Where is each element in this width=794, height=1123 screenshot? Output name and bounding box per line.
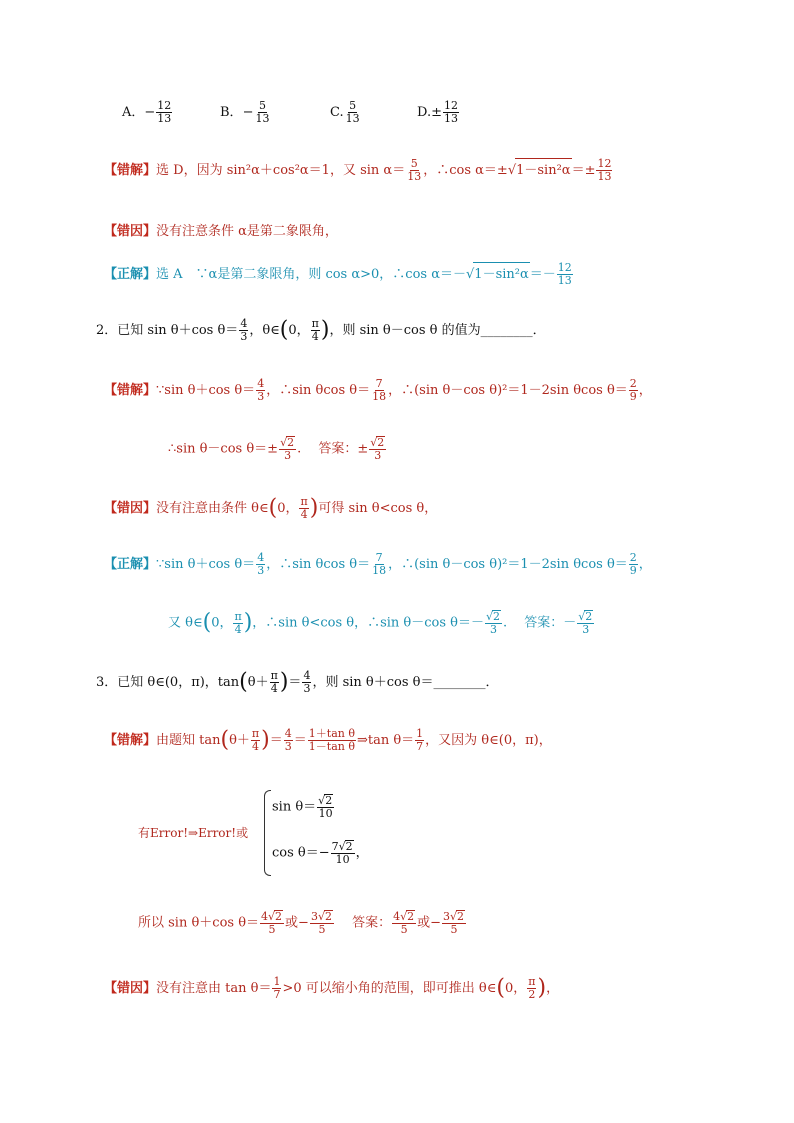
- q2-correct-line2: 又 θ∈(0， $\frac{\pi}{4}$ )，∴sin θ<cos θ，∴sin θ－cos θ＝－ $\frac{√2}{3}$ . 答案：－ $\frac{√2}{3}$: [168, 609, 593, 636]
- q2-wrong-line1: 【错解】∵sin θ＋cos θ＝ $\frac{4}{3}$ ，∴sin θcos θ＝ $\frac{7}{18}$ ，∴(sin θ－cos θ)²＝1－2sin θcos θ＝ $\frac{2}{9}$ ，: [104, 377, 652, 403]
- option-c: C. $\frac{5}{13}$: [330, 99, 360, 125]
- q3-system-sin: sin θ＝ $\frac{√2}{10}$: [272, 794, 333, 820]
- p1-correct-solution: 【正解】选 A ∵α是第二象限角，则 cos α>0，∴cos α＝－√1－sin²α＝－ $\frac{12}{13}$: [104, 261, 572, 287]
- q2-wrong-reason: 【错因】没有注意由条件 θ∈(0， $\frac{\pi}{4}$ )可得 sin θ<cos θ，: [104, 495, 438, 521]
- q2-wrong-line2: ∴sin θ－cos θ＝± $\frac{√2}{3}$ . 答案：± $\frac{√2}{3}$: [168, 436, 385, 462]
- option-a: A．− $\frac{12}{13}$: [122, 99, 172, 125]
- q2-correct-line1: 【正解】∵sin θ＋cos θ＝ $\frac{4}{3}$ ，∴sin θcos θ＝ $\frac{7}{18}$ ，∴(sin θ－cos θ)²＝1－2sin θcos θ＝ $\frac{2}{9}$ ，: [104, 551, 652, 577]
- q3-system-cos: cos θ＝− $\frac{7√2}{10}$ ，: [272, 840, 369, 866]
- q3-stem: 3．已知 θ∈(0，π)，tan(θ＋ $\frac{\pi}{4}$ )＝ $\frac{4}{3}$ ，则 sin θ＋cos θ＝________．: [96, 669, 499, 695]
- p1-wrong-solution: 【错解】选 D，因为 sin²α＋cos²α＝1，又 sin α＝ $\frac{5}{13}$ ，∴cos α＝±√1－sin²α＝± $\frac{12}{13}$: [104, 157, 612, 183]
- system-brace: [264, 790, 271, 876]
- q3-wrong-reason: 【错因】没有注意由 tan θ＝ $\frac{1}{7}$ >0 可以缩小角的范围，即可推出 θ∈(0， $\frac{\pi}{2}$ )，: [104, 975, 560, 1001]
- p1-wrong-reason: 【错因】没有注意条件 α是第二象限角，: [104, 224, 338, 239]
- option-d: D.± $\frac{12}{13}$: [417, 99, 458, 125]
- q3-wrong-result: 所以 sin θ＋cos θ＝ $\frac{4√2}{5}$ 或− $\frac{3√2}{5}$ 答案： $\frac{4√2}{5}$ 或− $\frac{3√2}{5}$: [138, 910, 465, 936]
- q3-wrong-line1: 【错解】由题知 tan(θ＋ $\frac{\pi}{4}$ )＝ $\frac{4}{3}$ ＝ $\frac{\text{1＋tan θ}}{\text{1－tan θ}}$ ⇒tan θ＝ $\frac{1}{7}$ ，又因为 θ∈(0，π)，: [104, 727, 552, 753]
- q3-system-prefix: 有Error!⇒Error!或: [138, 826, 249, 840]
- option-b: B．− $\frac{5}{13}$: [220, 99, 270, 125]
- q2-stem: 2．已知 sin θ＋cos θ＝ $\frac{4}{3}$ ，θ∈(0， $\frac{\pi}{4}$ )，则 sin θ－cos θ 的值为________．: [96, 317, 546, 343]
